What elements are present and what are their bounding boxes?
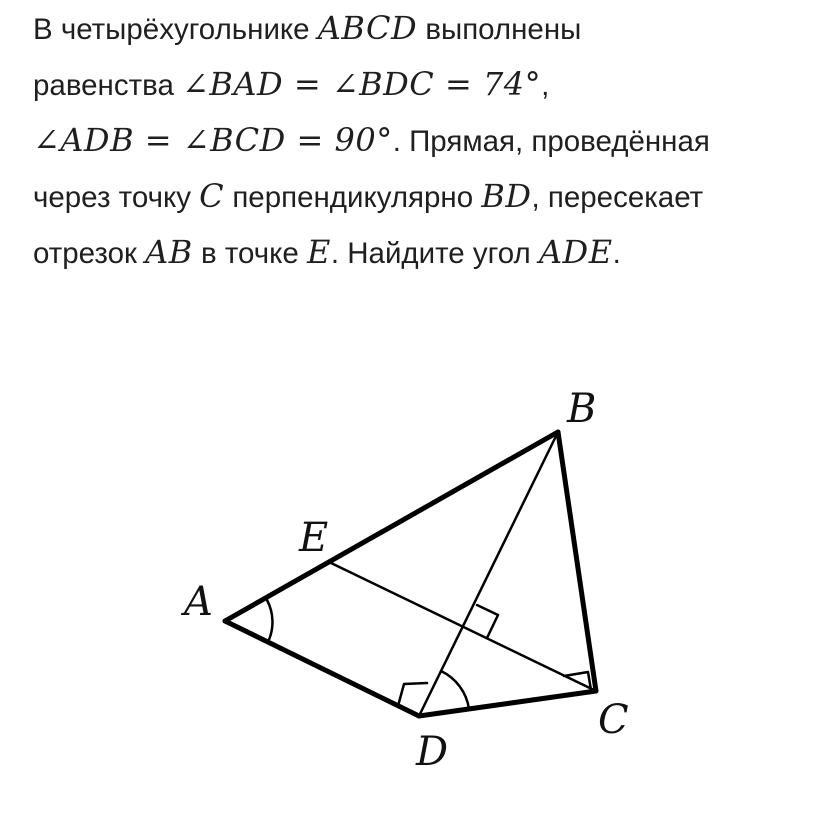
math-quadrilateral-abcd: ABCD <box>317 9 418 47</box>
math-angle-value-90: 90° <box>334 121 393 159</box>
text-fragment: отрезок <box>33 237 146 270</box>
text-fragment: через точку <box>33 181 200 214</box>
math-angle-value-74: 74° <box>482 65 542 103</box>
math-angle-equality: ∠BAD = ∠BDC = <box>182 65 483 103</box>
text-fragment: В четырёхугольнике <box>33 13 318 46</box>
math-point-c: C <box>199 177 225 215</box>
label-a: A <box>184 579 213 625</box>
text-fragment: . Найдите угол <box>330 237 539 270</box>
math-right-angle-equality: ∠ADB = ∠BCD = <box>33 121 335 159</box>
math-segment-bd: BD <box>481 177 532 215</box>
right-angle-mark-bd-ce <box>477 605 498 638</box>
text-fragment: . <box>612 237 621 270</box>
label-c: C <box>598 697 629 743</box>
math-point-e: E <box>306 233 331 271</box>
text-fragment: выполнены <box>417 13 582 46</box>
text-fragment: , пересекает <box>531 181 704 214</box>
text-fragment: перпендикулярно <box>224 181 482 214</box>
segment-bd <box>419 432 558 716</box>
right-angle-mark-d <box>398 683 427 706</box>
segment-ce <box>329 562 596 691</box>
segment-bc <box>558 432 596 691</box>
segment-ad <box>225 621 419 716</box>
label-b: B <box>567 386 597 432</box>
text-fragment: , <box>541 69 550 102</box>
angle-arc-a <box>267 600 272 642</box>
math-angle-ade: ADE <box>538 233 613 271</box>
text-fragment: равенства <box>33 69 183 102</box>
segment-dc <box>419 691 596 716</box>
label-d: D <box>416 729 449 775</box>
angle-arc-d <box>441 671 469 709</box>
label-e: E <box>299 515 329 561</box>
text-fragment: в точке <box>192 237 307 270</box>
math-segment-ab: AB <box>145 233 193 271</box>
text-fragment: . Прямая, проведённая <box>392 125 710 158</box>
